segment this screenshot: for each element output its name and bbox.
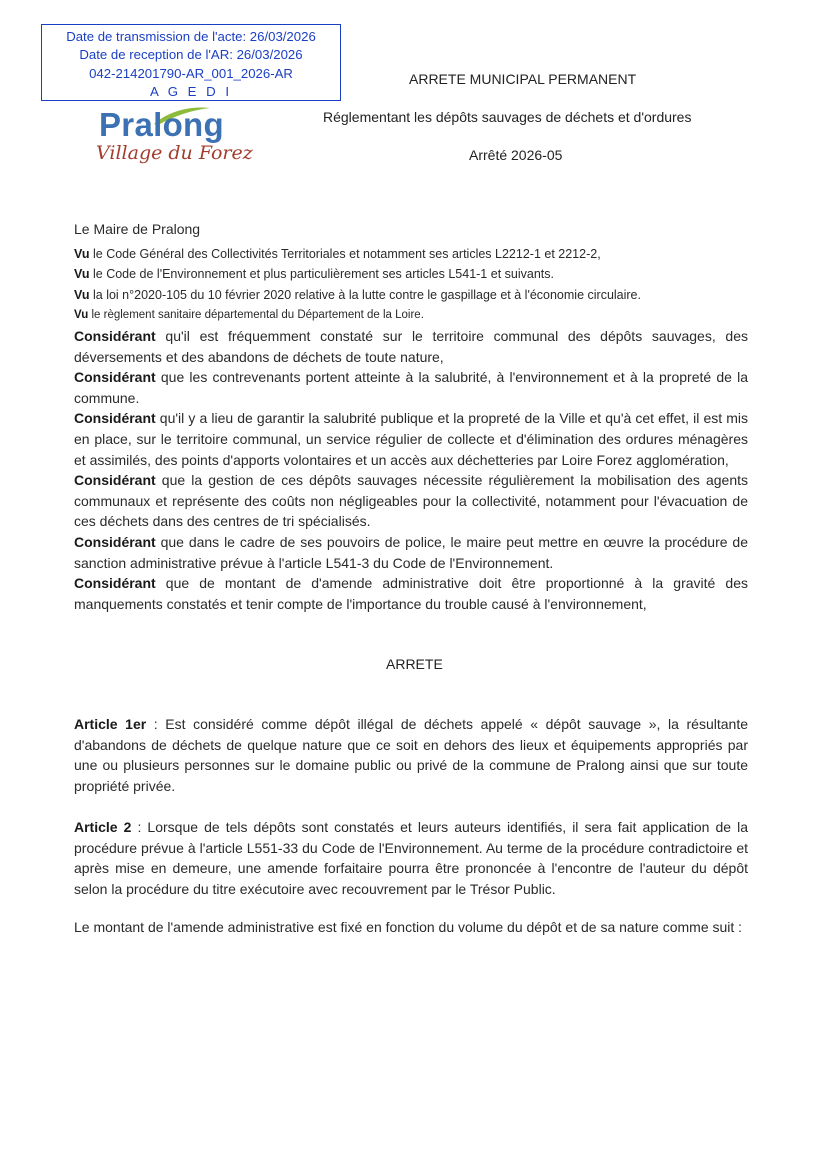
article-2-label: Article 2	[74, 819, 132, 835]
article-2-text: : Lorsque de tels dépôts sont constatés et leurs auteurs identifiés, il sera fait application de la procédure prévue à l'article L551-33 du Code de l'Environnement. Au terme de la procédure contradictoire et après mise en demeure, une amende forfaitaire pourra être prononcée à l'encontre de l'auteur du dépôt selon la procédure du titre exécutoire avec recouvrement par le Trésor Public.	[74, 819, 748, 897]
document-title: ARRETE MUNICIPAL PERMANENT	[409, 71, 637, 87]
logo-name: Pralong	[99, 106, 224, 143]
considerant-item: Considérant qu'il y a lieu de garantir la salubrité publique et la propreté de la Ville et qu'à cet effet, il est mis en place, sur le territoire communal, un service régulier de collecte et d'élimination des ordures ménagères et assimilés, des points d'apports volontaires et un accès aux déchetteries par Loire Forez agglomération,	[74, 410, 749, 468]
vu-item: Vu le Code de l'Environnement et plus particulièrement ses articles L541-1 et suivants.	[74, 267, 554, 282]
article-2	[74, 817, 748, 899]
considerant-item: Considérant que dans le cadre de ses pouvoirs de police, le maire peut mettre en œuvre la procédure de sanction administrative prévue à l'article L541-3 du Code de l'Environnement.	[74, 533, 748, 571]
document-subtitle: Réglementant les dépôts sauvages de déchets et d'ordures	[323, 109, 692, 125]
article-1-text: : Est considéré comme dépôt illégal de déchets appelé « dépôt sauvage », la résultante d'abandons de déchets de quelque nature que ce soit en dehors des lieux et équipements appropriés par une ou plusieurs personnes sur le domaine public ou privé de la commune de Pralong ainsi que sur toute propriété privée.	[74, 716, 748, 794]
considerant-label: Considérant	[74, 327, 156, 344]
stamp-transmission-date: Date de transmission de l'acte: 26/03/2026	[66, 29, 316, 44]
considerant-item: Considérant que de montant de d'amende administrative doit être proportionné à la gravité des manquements constatés et tenir compte de l'importance du trouble causé à l'environnement,	[74, 575, 748, 612]
stamp-act-id: 042-214201790-AR_001_2026-AR	[89, 65, 293, 81]
vu-label: Vu	[74, 246, 90, 261]
considerant-label: Considérant	[74, 369, 156, 386]
logo-subtitle: Village du Forez	[96, 142, 253, 164]
vu-label: Vu	[74, 287, 90, 302]
document-number: Arrêté 2026-05	[469, 147, 563, 163]
vu-item: Vu la loi n°2020-105 du 10 février 2020 relative à la lutte contre le gaspillage et à l'économie circulaire.	[74, 287, 641, 302]
article-1	[74, 714, 748, 796]
amount-paragraph	[74, 917, 748, 938]
considerant-label: Considérant	[74, 472, 156, 489]
transmission-stamp	[41, 24, 341, 101]
vu-label: Vu	[74, 267, 90, 282]
commune-logo	[92, 104, 253, 170]
vu-item: Vu le règlement sanitaire départemental du Département de la Loire.	[74, 309, 424, 322]
vu-label: Vu	[74, 309, 89, 322]
article-1-label: Article 1er	[74, 716, 147, 732]
considerant-label: Considérant	[74, 410, 156, 427]
preamble	[74, 219, 748, 614]
vu-item: Vu le Code Général des Collectivités Territoriales et notamment ses articles L2212-1 et 2212-2,	[74, 246, 601, 261]
amount-text: Le montant de l'amende administrative est fixé en fonction du volume du dépôt et de sa nature comme suit :	[74, 919, 743, 935]
considerant-item: Considérant que les contrevenants portent atteinte à la salubrité, à l'environnement et à la propreté de la commune.	[74, 369, 748, 406]
maire-heading: Le Maire de Pralong	[74, 221, 201, 237]
considerant-label: Considérant	[74, 533, 156, 550]
stamp-reception-date: Date de reception de l'AR: 26/03/2026	[79, 47, 303, 63]
arrete-heading: ARRETE	[386, 656, 443, 672]
considerant-label: Considérant	[74, 575, 156, 592]
considerant-item: Considérant qu'il est fréquemment constaté sur le territoire communal des dépôts sauvages, des déversements et des abandons de déchets de toute nature,	[74, 327, 749, 365]
considerant-item: Considérant que la gestion de ces dépôts sauvages nécessite régulièrement la mobilisation des agents communaux et représente des coûts non négligeables pour la collectivité, notamment pour l'évacuation de ces déchets dans des centres de tri spécialisés.	[74, 472, 748, 530]
stamp-agedi: A G E D I	[150, 83, 232, 99]
